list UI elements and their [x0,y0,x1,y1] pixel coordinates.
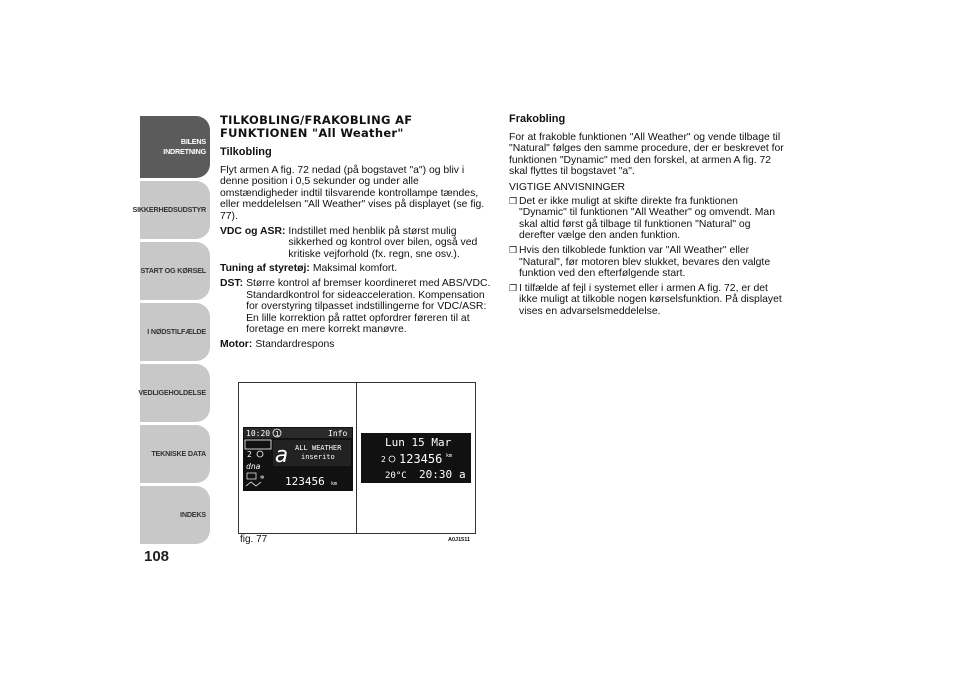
definition-motor [220,339,492,351]
display-gear: 2 [381,455,386,464]
list-item-text: Det er ikke muligt at skifte direkte fra funktionen "Dynamic" til funktionen "All Weather" og omvendt. Man skal altid først gå tilbage til funktionen "Natural" og derefter vælge den anden funktion. [519,195,775,242]
definition-term: VDC og ASR: [220,225,286,237]
left-display-screen [243,427,353,491]
definition-term: Tuning af styretøj: [220,263,310,275]
odometer-unit: km [446,453,453,459]
display-gear: 2 [247,450,252,459]
subheading-tilkobling: Tilkobling [220,146,272,158]
definition-term: Motor: [220,338,253,350]
tab-label: BILENS INDRETNING [163,137,206,156]
subheading-frakobling: Frakobling [509,113,566,125]
checkbox-bullet-icon: ❒ [509,195,518,206]
right-column [509,114,787,321]
definition-desc: Standardrespons [255,338,335,350]
mode-letter: a [275,443,289,468]
right-display-screen [361,433,471,483]
figure-77 [238,382,476,534]
definition-vdc-asr [220,226,492,261]
section-heading: TILKOBLING/FRAKOBLING AF FUNKTIONEN "All Weather" [220,113,413,140]
chapter-tabs [132,116,210,547]
list-item [509,196,787,242]
definition-desc: Indstillet med henblik på størst mulig sikkerhed og kontrol over bilen, også ved kritiske vejforhold (fx. regn, sne osv.). [288,225,478,260]
display-clock: 20:30 [419,468,453,481]
list-item [509,245,787,280]
page-number: 108 [144,548,170,565]
display-odometer: 123456 [399,452,443,466]
info-label: Info [328,429,348,438]
snowflake-icon: ✲ [260,473,265,481]
display-odometer: 123456 [285,475,325,488]
figure-caption: fig. 77 [240,534,268,545]
tab-tekniske-data[interactable] [140,425,210,483]
display-time: 10:20 [246,429,271,438]
paragraph: For at frakoble funktionen "All Weather" og vende tilbage til "Natural" følges den samme procedure, der er beskrevet for funktionen "Dynamic" med den forskel, at armen A fig. 72 skal flyttes til bogstavet "a". [509,131,784,178]
mode-line-2: inserito [301,453,335,461]
paragraph: Flyt armen A fig. 72 nedad (på bogstavet "a") og bliv i denne position i 0,5 sekunder og under alle omstændigheder indtil tilsvarende kontrollampe tændes, eller meddelelsen "All Weather" vises på displayet (se fig. 77). [220,164,485,222]
tab-i-nodstilfaelde[interactable] [140,303,210,361]
mode-line-1: ALL WEATHER [295,444,342,452]
definition-tuning [220,263,492,275]
tab-label: START OG KØRSEL [140,266,206,275]
tab-label: I NØDSTILFÆLDE [147,327,206,336]
dna-label: dna [246,462,261,471]
definition-desc: Større kontrol af bremser koordineret med ABS/VDC. Standardkontrol for sideacceleration. Kompensation for overstyring tilpasset indstillingerne for VDC/ASR: En lille korrektion på rattet opfordrer føreren til at foretage en mere korrekt manøvre. [246,277,491,336]
checkbox-bullet-icon: ❒ [509,282,518,293]
display-temperature: 20°C [385,471,407,481]
tab-vedligeholdelse[interactable] [140,364,210,422]
definition-desc: Maksimal komfort. [312,263,398,275]
notice-title: VIGTIGE ANVISNINGER [509,181,626,193]
list-item [509,283,787,318]
tab-bilens-indretning[interactable] [140,116,210,178]
tab-sikkerhedsudstyr[interactable] [132,181,210,239]
definition-term: DST: [220,277,244,289]
tab-label: VEDLIGEHOLDELSE [138,388,206,397]
tab-indeks[interactable] [140,486,210,544]
checkbox-bullet-icon: ❒ [509,244,518,255]
tab-label: INDEKS [180,510,206,519]
list-item-text: Hvis den tilkoblede funktion var "All Weather" eller "Natural", før motoren blev slukket, bevares den valgte funktion ved den efterfølgende start. [519,244,771,280]
definition-dst [220,278,492,336]
tab-label: TEKNISKE DATA [151,449,206,458]
info-number: 1 [275,430,280,438]
tab-label: SIKKERHEDSUDSTYR [132,205,206,214]
notice-list [509,196,787,318]
tab-start-og-korsel[interactable] [140,242,210,300]
list-item-text: I tilfælde af fejl i systemet eller i armen A fig. 72, er det ikke muligt at tilkoble nogen kørselsfunktion. På displayet vises en advarselsmeddelelse. [519,282,782,317]
mode-letter: a [459,468,466,481]
figure-code: A0J1511 [448,537,471,543]
figure-divider [356,383,357,533]
odometer-unit: km [331,481,338,487]
left-column [220,114,492,354]
display-date: Lun 15 Mar [385,436,452,449]
